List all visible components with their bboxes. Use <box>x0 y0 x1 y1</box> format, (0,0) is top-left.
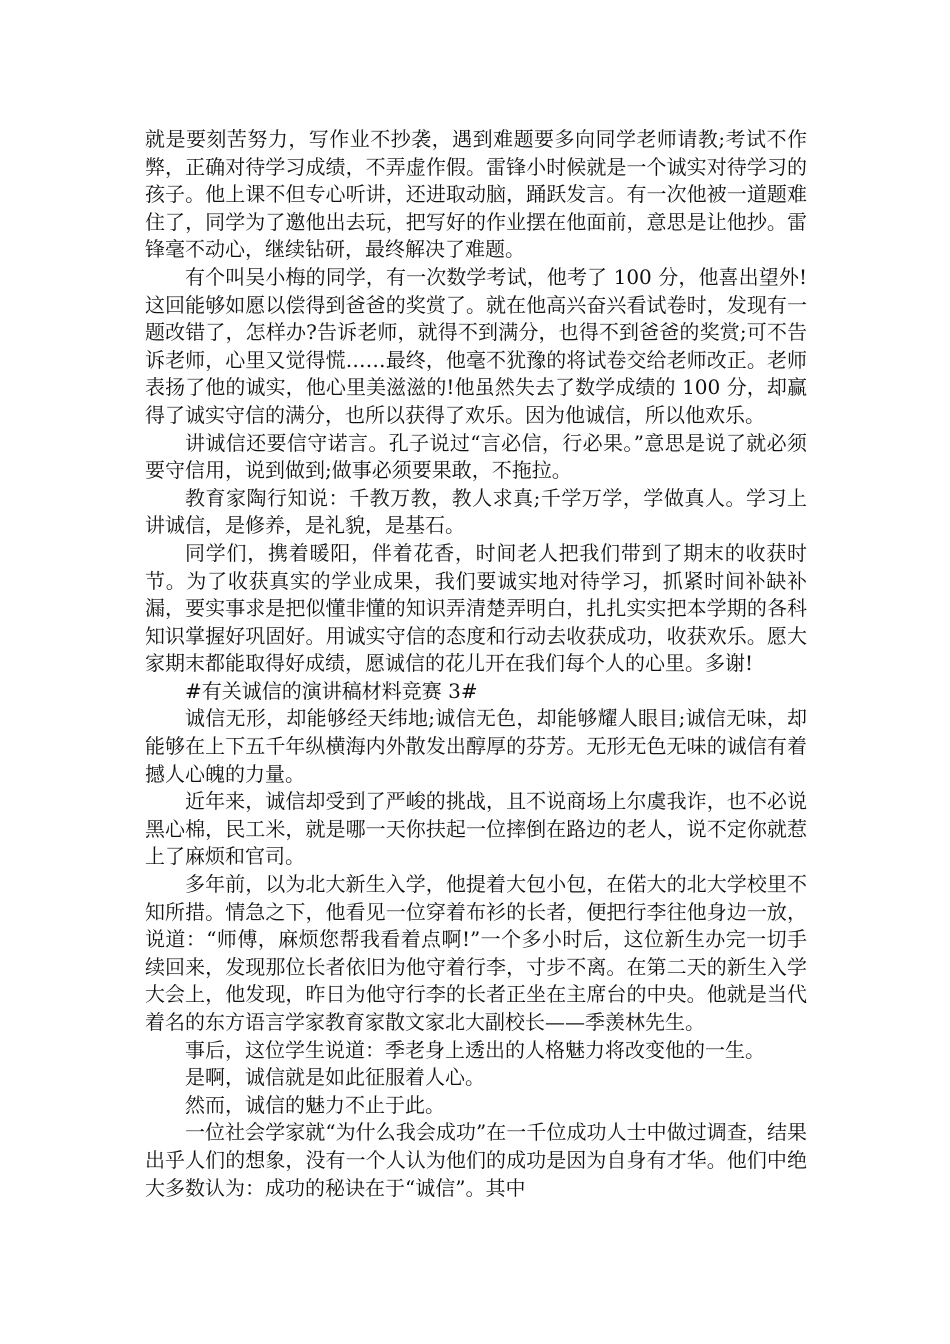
document-body <box>145 126 807 1202</box>
paragraph-11: 然而，诚信的魅力不止于此。 <box>185 1092 445 1117</box>
paragraph-12: 一位社会学家就“为什么我会成功”在一千位成功人士中做过调查，结果出乎人们的想象，没有一个人认为他们的成功是因为自身有才华。他们中绝大多数认为：成功的秘诀在于“诚信”。其中 <box>145 1120 807 1200</box>
paragraph-10: 是啊，诚信就是如此征服着人心。 <box>185 1065 485 1090</box>
paragraph-7: 近年来，诚信却受到了严峻的挑战，且不说商场上尔虞我诈，也不必说黑心棉，民工米，就是哪一天你扶起一位摔倒在路边的老人，说不定你就惹上了麻烦和官司。 <box>145 789 807 869</box>
paragraph-9: 事后，这位学生说道：季老身上透出的人格魅力将改变他的一生。 <box>185 1037 765 1062</box>
paragraph-1: 就是要刻苦努力，写作业不抄袭，遇到难题要多向同学老师请教;考试不作弊，正确对待学习成绩，不弄虚作假。雷锋小时候就是一个诚实对待学习的孩子。他上课不但专心听讲，还进取动脑，踊跃发言。有一次他被一道题难住了，同学为了邀他出去玩，把写好的作业摆在他面前，意思是让他抄。雷锋毫不动心，继续钻研，最终解决了难题。 <box>145 127 807 262</box>
paragraph-6: 诚信无形，却能够经天纬地;诚信无色，却能够耀人眼目;诚信无味，却能够在上下五千年纵横海内外散发出醇厚的芬芳。无形无色无味的诚信有着撼人心魄的力量。 <box>145 706 807 786</box>
paragraph-4: 教育家陶行知说：千教万教，教人求真;千学万学，学做真人。学习上讲诚信，是修养，是礼貌，是基石。 <box>145 485 807 538</box>
paragraph-3: 讲诚信还要信守诺言。孔子说过“言必信，行必果。”意思是说了就必须要守信用，说到做到;做事必须要果敢，不拖拉。 <box>145 430 807 483</box>
paragraph-5: 同学们，携着暖阳，伴着花香，时间老人把我们带到了期末的收获时节。为了收获真实的学业成果，我们要诚实地对待学习，抓紧时间补缺补漏，要实事求是把似懂非懂的知识弄清楚弄明白，扎扎实实把本学期的各科知识掌握好巩固好。用诚实守信的态度和行动去收获成功，收获欢乐。愿大家期末都能取得好成绩，愿诚信的花儿开在我们每个人的心里。多谢! <box>145 540 807 676</box>
section-heading: #有关诚信的演讲稿材料竞赛 3# <box>185 678 478 703</box>
paragraph-8: 多年前，以为北大新生入学，他提着大包小包，在偌大的北大学校里不知所措。情急之下，他看见一位穿着布衫的长者，便把行李往他身边一放，说道：“师傅，麻烦您帮我看着点啊!”一个多小时后，这位新生办完一切手续回来，发现那位长者依旧为他守着行李，寸步不离。在第二天的新生入学大会上，他发现，昨日为他守行李的长者正坐在主席台的中央。他就是当代着名的东方语言学家教育家散文家北大副校长——季羡林先生。 <box>145 872 807 1034</box>
paragraph-2: 有个叫吴小梅的同学，有一次数学考试，他考了 100 分，他喜出望外!这回能够如愿以偿得到爸爸的奖赏了。就在他高兴奋兴看试卷时，发现有一题改错了，怎样办?告诉老师，就得不到满分，也得不到爸爸的奖赏;可不告诉老师，心里又觉得慌……最终，他毫不犹豫的将试卷交给老师改正。老师表扬了他的诚实，他心里美滋滋的!他虽然失去了数学成绩的 100 分，却赢得了诚实守信的满分，也所以获得了欢乐。因为他诚信，所以他欢乐。 <box>145 264 807 427</box>
